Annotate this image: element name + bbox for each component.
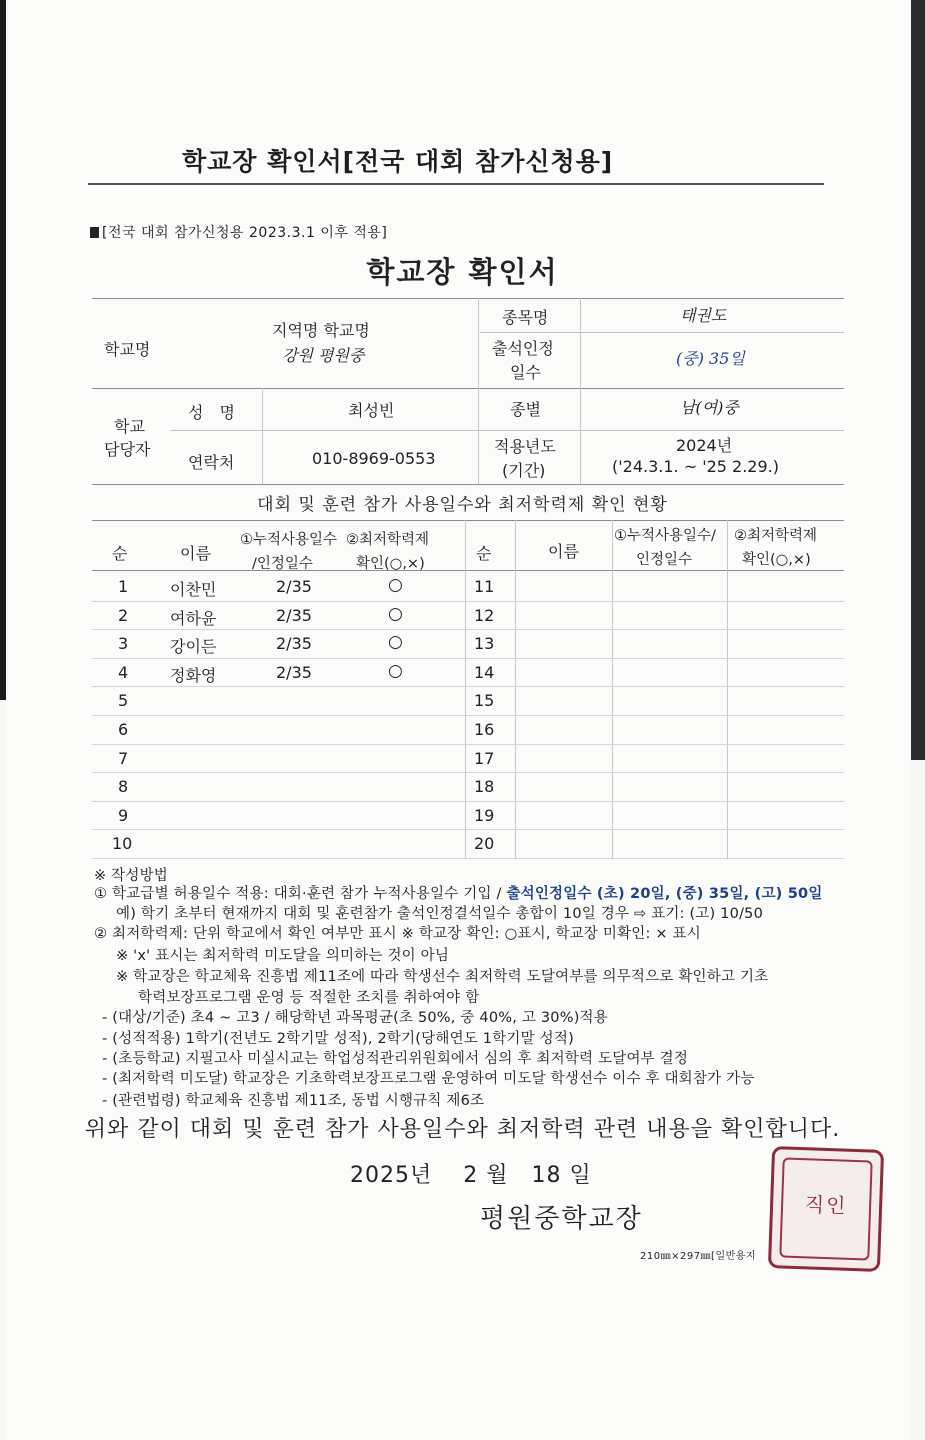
- info-rule: [480, 332, 844, 333]
- info-divider: [478, 298, 479, 484]
- row-number: 10: [112, 834, 133, 853]
- row-number: 3: [118, 634, 129, 653]
- info-rule: [92, 298, 844, 299]
- row-number-right: 15: [474, 691, 495, 710]
- applicability-note-text: [전국 대회 참가신청용 2023.3.1 이후 적용]: [102, 225, 388, 241]
- row-days: 2/35: [276, 606, 312, 625]
- attendance-value: (중) 35일: [676, 349, 745, 368]
- row-number-right: 18: [474, 777, 495, 796]
- row-name: 정화영: [170, 666, 217, 685]
- region-school-label: 지역명 학교명: [272, 321, 370, 340]
- method-line-3: ② 최저학력제: 단위 학교에서 확인 여부만 표시 ※ 학교장 확인: ○표시, 학교장 미확인: × 표시: [94, 926, 701, 942]
- row-number-right: 11: [474, 577, 495, 596]
- row-name: 강이든: [170, 637, 217, 656]
- year-value: 2024년: [676, 436, 733, 455]
- row-number: 7: [118, 749, 129, 768]
- header-name-right: 이름: [548, 542, 579, 561]
- method-line-5: ※ 학교장은 학교체육 진흥법 제11조에 따라 학생선수 최저학력 도달여부를 의무적으로 확인하고 기초: [116, 969, 769, 985]
- row-number-right: 13: [474, 634, 495, 653]
- table-center-divider: [465, 520, 466, 858]
- background-edge-right: [911, 0, 925, 760]
- table-row-rule: [92, 601, 844, 602]
- principal-signature: 평원중학교장: [480, 1204, 643, 1234]
- paper-size-note: 210㎜×297㎜[일반용지: [640, 1251, 757, 1262]
- header-days-right-2: 인정일수: [636, 552, 693, 568]
- method-line-9: - (초등학교) 지필고사 미실시교는 학업성적관리위원회에서 심의 후 최저학력 도달여부 결정: [102, 1051, 689, 1067]
- document-title: 학교장 확인서: [366, 255, 559, 289]
- contact-value: 010-8969-0553: [312, 449, 436, 468]
- table-row-rule: [92, 829, 844, 830]
- table-row-rule: [92, 858, 844, 859]
- year-label: 적용년도: [494, 437, 556, 456]
- header-name: 이름: [180, 544, 211, 563]
- school-label: 학교명: [104, 340, 151, 359]
- method-line-4: ※ 'x' 표시는 최저학력 미도달을 의미하는 것이 아님: [116, 948, 450, 964]
- issue-date: 2025년 2 월 18 일: [350, 1163, 592, 1188]
- type-label: 종별: [510, 400, 541, 419]
- method-line-8: - (성적적용) 1학기(전년도 2학기말 성적), 2학기(당해연도 1학기말 성적): [102, 1031, 574, 1047]
- period-value: ('24.3.1. ~ '25 2.29.): [612, 457, 779, 476]
- table-rule: [92, 520, 844, 521]
- header-days-2: /인정일수: [252, 556, 313, 572]
- table-row-rule: [92, 772, 844, 773]
- row-number: 5: [118, 691, 129, 710]
- school-value: 강원 평원중: [282, 346, 365, 365]
- row-min-score-mark: ○: [388, 575, 403, 595]
- header-no-right: 순: [476, 544, 492, 563]
- info-divider: [262, 388, 263, 484]
- method-line-1-text: ① 학교급별 허용일수 적용: 대회·훈련 참가 누적사용일수 기입 /: [94, 886, 507, 902]
- method-line-7: - (대상/기준) 초4 ~ 고3 / 해당학년 과목평균(초 50%, 중 40%, 고 30%)적용: [102, 1010, 608, 1026]
- header-min-score: ②최저학력제: [346, 532, 430, 548]
- table-row-rule: [92, 744, 844, 745]
- table-divider: [515, 520, 516, 858]
- row-number-right: 20: [474, 834, 495, 853]
- row-number-right: 16: [474, 720, 495, 739]
- header-days-right: ①누적사용일수/: [614, 528, 716, 544]
- official-seal-stamp: [768, 1146, 884, 1272]
- method-title: ※ 작성방법: [94, 868, 168, 884]
- confirmation-statement: 위와 같이 대회 및 훈련 참가 사용일수와 최저학력 관련 내용을 확인합니다.: [84, 1117, 841, 1142]
- method-line-11: - (관련법령) 학교체육 진흥법 제11조, 동법 시행규칙 제6조: [102, 1093, 485, 1109]
- row-number-right: 19: [474, 806, 495, 825]
- method-line-6: 학력보장프로그램 운영 등 적절한 조치를 취하여야 함: [138, 990, 480, 1006]
- row-name: 이찬민: [170, 580, 217, 599]
- info-rule: [170, 430, 844, 431]
- info-rule: [92, 388, 844, 389]
- manager-name-value: 최성빈: [348, 401, 395, 420]
- row-number: 6: [118, 720, 129, 739]
- manager-label: 학교: [114, 417, 145, 436]
- square-bullet-icon: [90, 227, 99, 238]
- year-label-2: (기간): [502, 461, 546, 480]
- seal-text: 직인: [804, 1192, 848, 1218]
- sport-label: 종목명: [502, 308, 549, 327]
- info-rule: [92, 484, 844, 485]
- method-line-1: [94, 882, 823, 903]
- row-min-score-mark: ○: [388, 632, 403, 652]
- table-row-rule: [92, 629, 844, 630]
- table-row-rule: [92, 801, 844, 802]
- table-row-rule: [92, 686, 844, 687]
- type-value: 남(여)중: [680, 398, 739, 417]
- table-divider: [612, 520, 613, 858]
- attendance-label-2: 일수: [510, 363, 541, 382]
- row-number-right: 17: [474, 749, 495, 768]
- row-days: 2/35: [276, 634, 312, 653]
- header-min-score-right-2: 확인(○,×): [742, 552, 811, 568]
- manager-label-2: 담당자: [104, 440, 151, 459]
- row-number-right: 14: [474, 663, 495, 682]
- header-min-score-right: ②최저학력제: [734, 528, 818, 544]
- contact-label: 연락처: [188, 453, 235, 472]
- table-row-rule: [92, 658, 844, 659]
- sport-value: 태권도: [680, 306, 727, 325]
- method-line-1-bold: 출석인정일수 (초) 20일, (중) 35일, (고) 50일: [506, 886, 823, 902]
- row-days: 2/35: [276, 663, 312, 682]
- header-rule: [88, 183, 824, 185]
- table-row-rule: [92, 715, 844, 716]
- row-number-right: 12: [474, 606, 495, 625]
- table-title: 대회 및 훈련 참가 사용일수와 최저학력제 확인 현황: [257, 495, 668, 515]
- header-no: 순: [112, 544, 128, 563]
- name-label: 성 명: [188, 403, 235, 422]
- row-days: 2/35: [276, 577, 312, 596]
- header-days: ①누적사용일수: [240, 532, 338, 548]
- method-line-10: - (최저학력 미도달) 학교장은 기초학력보장프로그램 운영하여 미도달 학생선수 이수 후 대회참가 가능: [102, 1071, 755, 1087]
- row-number: 1: [118, 577, 129, 596]
- method-line-2: 예) 학기 초부터 현재까지 대회 및 훈련참가 출석인정결석일수 총합이 10일 경우 ⇨ 표기: (고) 10/50: [116, 906, 764, 922]
- row-min-score-mark: ○: [388, 661, 403, 681]
- row-number: 4: [118, 663, 129, 682]
- row-number: 8: [118, 777, 129, 796]
- table-rule: [92, 570, 844, 571]
- applicability-note: [90, 222, 387, 242]
- attendance-label: 출석인정: [492, 339, 554, 358]
- table-divider: [727, 520, 728, 858]
- info-divider: [580, 298, 581, 484]
- row-min-score-mark: ○: [388, 604, 403, 624]
- row-number: 2: [118, 606, 129, 625]
- row-number: 9: [118, 806, 129, 825]
- header-min-score-2: 확인(○,×): [356, 556, 425, 572]
- row-name: 여하윤: [170, 609, 217, 628]
- header-title: 학교장 확인서[전국 대회 참가신청용]: [182, 147, 614, 176]
